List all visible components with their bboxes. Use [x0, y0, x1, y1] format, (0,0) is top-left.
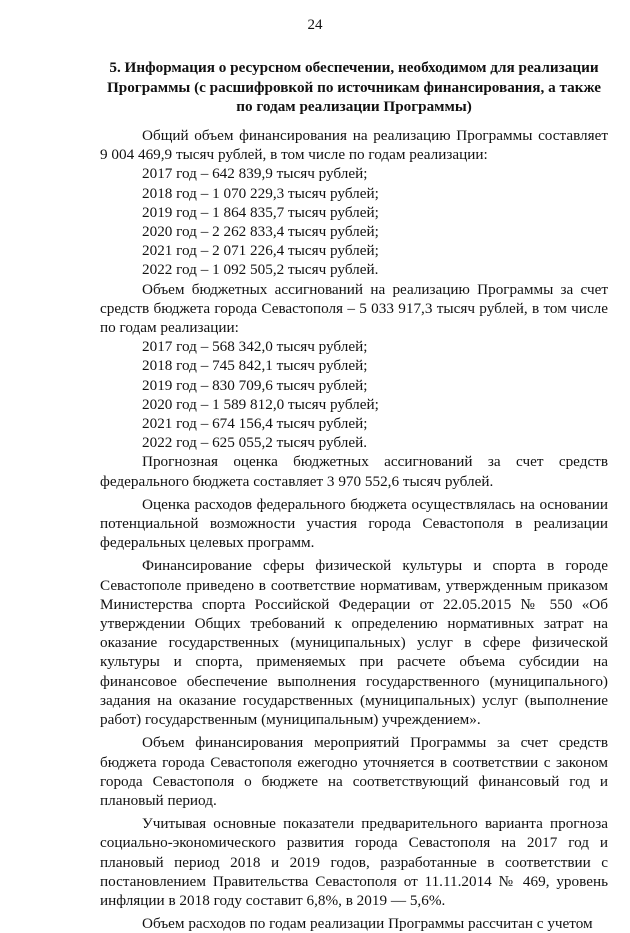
year-amount-item: 2019 год – 830 709,6 тысяч рублей; [142, 376, 368, 394]
expenses-calculation-paragraph: Объем расходов по годам реализации Программы рассчитан с учетом [142, 915, 593, 933]
year-amount-item: 2020 год – 2 262 833,4 тысяч рублей; [142, 223, 379, 241]
year-amount-item: 2017 год – 568 342,0 тысяч рублей; [142, 338, 368, 356]
annual-refinement-paragraph: Объем финансирования мероприятий Программы за счет средств бюджета города Севастополя ежегодно уточняется в соответствии с законом города Севастополя о бюджете на соответствующий финансовый год и плановый период. [100, 734, 608, 809]
section-heading-line: по годам реализации Программы) [236, 98, 472, 115]
federal-forecast-paragraph: Прогнозная оценка бюджетных ассигнований за счет средств федерального бюджета составляет 3 970 552,6 тысяч рублей. [100, 453, 608, 490]
section-heading [100, 58, 608, 117]
year-amount-item: 2021 год – 674 156,4 тысяч рублей; [142, 415, 368, 433]
federal-estimate-paragraph: Оценка расходов федерального бюджета осуществлялась на основании потенциальной возможности участия города Севастополя в реализации федеральных целевых программ. [100, 495, 608, 552]
year-amount-item: 2022 год – 625 055,2 тысяч рублей. [142, 434, 368, 452]
year-amount-item: 2018 год – 1 070 229,3 тысяч рублей; [142, 184, 379, 202]
section-heading-line: 5. Информация о ресурсном обеспечении, необходимом для реализации [109, 59, 599, 76]
sport-financing-paragraph: Финансирование сферы физической культуры и спорта в городе Севастополе приведено в соответствие нормативам, утвержденным приказом Министерства спорта Российской Федерации от 22.05.2015 № 550 «Об утверждении Общих требований к определению нормативных затрат на оказание государственных (муниципальных) услуг в сфере физической культуры и спорта, применяемых при расчете объема субсидии на финансовое обеспечение выполнения государственного (муниципального) задания на оказание государственных (муниципальных) услуг (выполнение работ) государственным (муниципальным) учреждением». [100, 557, 608, 729]
inflation-paragraph: Учитывая основные показатели предварительного варианта прогноза социально-экономического развития города Севастополя на 2017 год и плановый период 2018 и 2019 годов, разработанные в соответствии с постановлением Правительства Севастополя от 11.11.2014 № 469, уровень инфляции в 2018 году составит 6,8%, в 2019 — 5,6%. [100, 815, 608, 909]
year-amount-item: 2021 год – 2 071 226,4 тысяч рублей; [142, 242, 379, 260]
city-budget-year-list [100, 337, 608, 452]
total-financing-paragraph: Общий объем финансирования на реализацию Программы составляет 9 004 469,9 тысяч рублей, в том числе по годам реализации: [100, 127, 608, 164]
total-financing-year-list [100, 164, 608, 279]
section-heading-line: Программы (с расшифровкой по источникам финансирования, а также [106, 78, 602, 96]
year-amount-item: 2022 год – 1 092 505,2 тысяч рублей. [142, 261, 379, 279]
year-amount-item: 2017 год – 642 839,9 тысяч рублей; [142, 165, 368, 183]
page-number: 24 [307, 17, 323, 33]
year-amount-item: 2020 год – 1 589 812,0 тысяч рублей; [142, 395, 379, 413]
city-budget-paragraph: Объем бюджетных ассигнований на реализацию Программы за счет средств бюджета города Севастополя – 5 033 917,3 тысяч рублей, в том числе по годам реализации: [100, 280, 608, 337]
year-amount-item: 2018 год – 745 842,1 тысяч рублей; [142, 357, 368, 375]
year-amount-item: 2019 год – 1 864 835,7 тысяч рублей; [142, 203, 379, 221]
document-body [100, 126, 608, 933]
